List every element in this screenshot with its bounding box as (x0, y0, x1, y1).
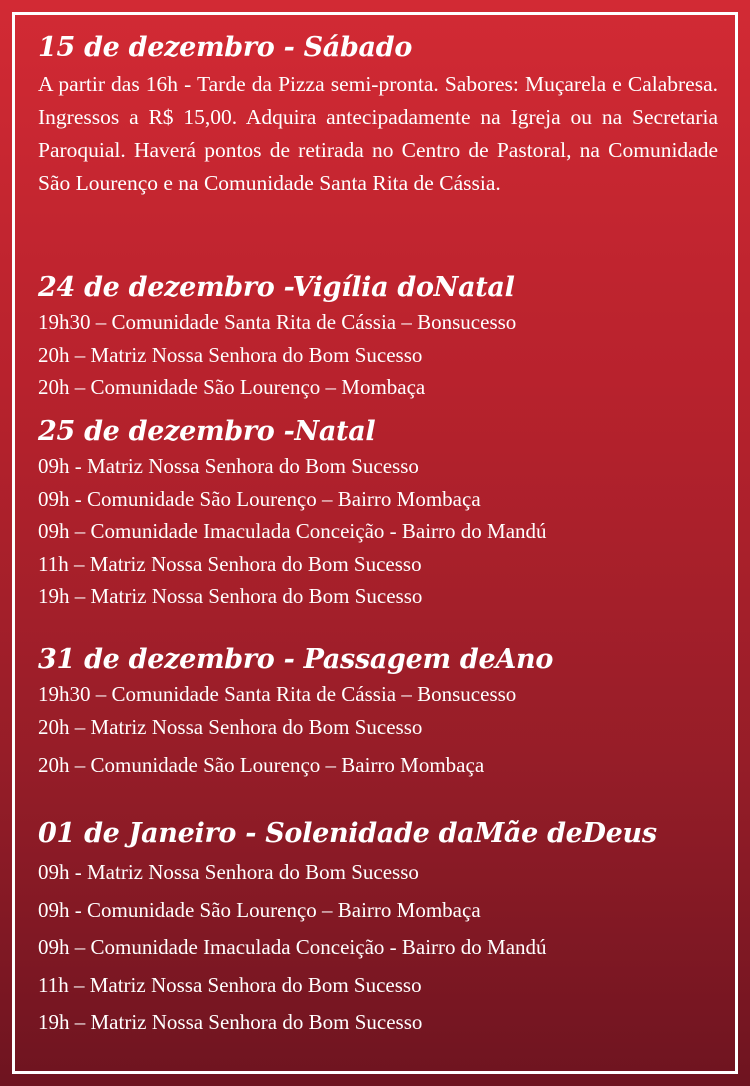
section-dec-24 (38, 270, 516, 404)
schedule-line: 09h – Comunidade Imaculada Conceição - Bairro do Mandú (38, 519, 547, 543)
section-dec-31 (38, 642, 553, 782)
section-jan-01 (38, 816, 657, 1042)
section-heading: 01 de Janeiro - Solenidade daMãe deDeus (38, 818, 657, 849)
schedule-line: 09h – Comunidade Imaculada Conceição - Bairro do Mandú (38, 935, 547, 959)
schedule-line: 09h - Matriz Nossa Senhora do Bom Sucesso (38, 454, 419, 478)
section-dec-25 (38, 414, 547, 613)
schedule-line: 09h - Comunidade São Lourenço – Bairro Mombaça (38, 897, 481, 922)
schedule-line: 20h – Matriz Nossa Senhora do Bom Sucesso (38, 342, 423, 367)
schedule-line: 09h - Comunidade São Lourenço – Bairro Mombaça (38, 486, 481, 511)
section-heading: 25 de dezembro -Natal (38, 416, 376, 447)
schedule-line: 19h30 – Comunidade Santa Rita de Cássia – Bonsucesso (38, 310, 517, 334)
section-heading: 24 de dezembro -Vigília doNatal (38, 272, 515, 303)
section-heading: 15 de dezembro - Sábado (38, 32, 413, 63)
schedule-line: 11h – Matriz Nossa Senhora do Bom Sucesso (38, 551, 422, 576)
schedule-line: 09h - Matriz Nossa Senhora do Bom Sucesso (38, 860, 419, 884)
section-paragraph: A partir das 16h - Tarde da Pizza semi-pronta. Sabores: Muçarela e Calabresa. Ingressos a R$ 15,00. Adquira antecipadamente na Igreja ou na Secretaria Paroquial. Haverá pontos de retirada no Centro de Pastoral, na Comunidade São Lourenço e na Comunidade Santa Rita de Cássia. (38, 72, 718, 195)
schedule-line: 20h – Comunidade São Lourenço – Mombaça (38, 375, 426, 399)
schedule-line: 11h – Matriz Nossa Senhora do Bom Sucesso (38, 972, 422, 997)
section-dec-15 (38, 30, 718, 204)
schedule-line: 20h – Matriz Nossa Senhora do Bom Sucesso (38, 714, 423, 739)
section-heading: 31 de dezembro - Passagem deAno (38, 644, 554, 675)
schedule-line: 20h – Comunidade São Lourenço – Bairro Mombaça (38, 753, 485, 777)
schedule-line: 19h – Matriz Nossa Senhora do Bom Sucesso (38, 1010, 423, 1034)
schedule-line: 19h – Matriz Nossa Senhora do Bom Sucesso (38, 584, 423, 608)
schedule-line: 19h30 – Comunidade Santa Rita de Cássia – Bonsucesso (38, 682, 517, 706)
